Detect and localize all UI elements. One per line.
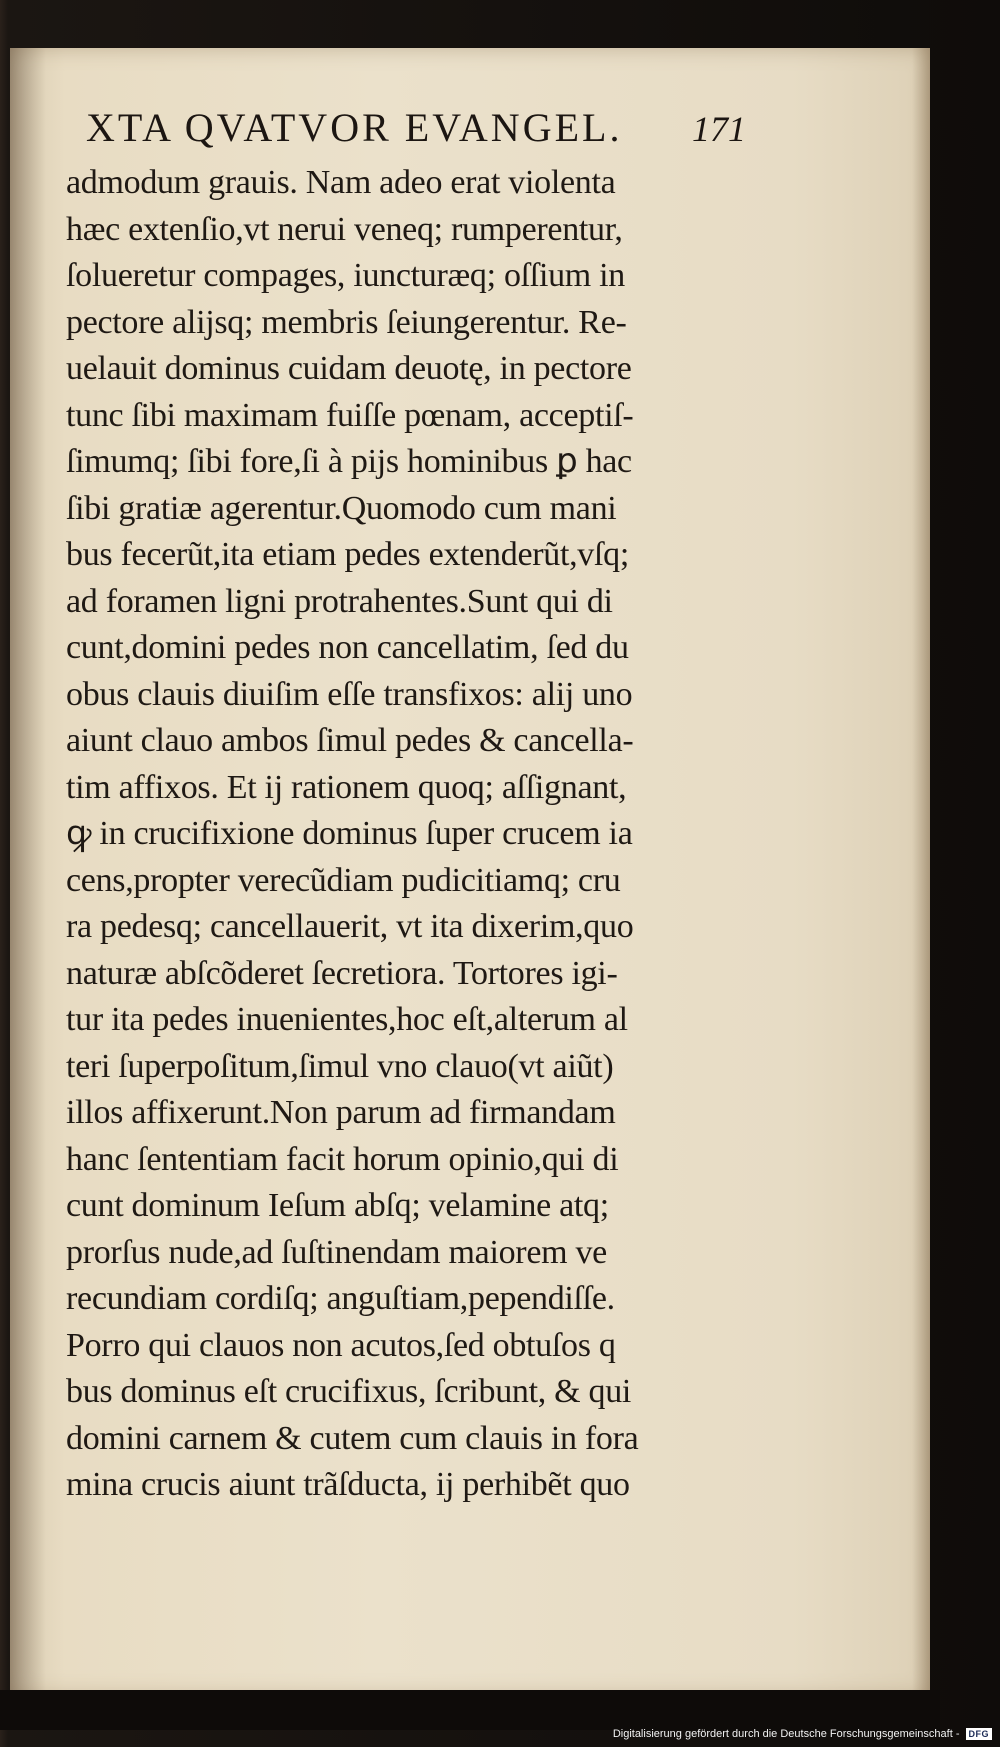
text-line: pectore alijsq; membris ſeiungerentur. Re- — [66, 303, 627, 341]
text-line: hæc extenſio,vt nerui veneq; rumperentur, — [66, 210, 623, 248]
page-number: 171 — [692, 109, 746, 149]
text-line: uelauit dominus cuidam deuotę, in pectore — [66, 350, 632, 387]
text-line: naturæ abſcõderet ſecretiora. Tortores igi- — [66, 954, 618, 992]
body-text — [66, 160, 766, 1509]
text-line: prorſus nude,ad ſuſtinendam maiorem ve — [66, 1233, 607, 1271]
text-line: domini carnem & cutem cum clauis in fora — [66, 1419, 639, 1457]
text-line: recundiam cordiſq; anguſtiam,pependiſſe. — [66, 1280, 615, 1317]
text-line: ſimumq; ſibi fore,ſi à pijs hominibus ꝑ hac — [66, 443, 632, 480]
text-line: tunc ſibi maximam fuiſſe pœnam, acceptiſ- — [66, 396, 634, 434]
text-line: cunt,domini pedes non cancellatim, ſed du — [66, 629, 629, 666]
text-line: bus fecerũt,ita etiam pedes extenderũt,vſq; — [66, 536, 629, 573]
running-header — [86, 104, 746, 156]
text-line: cunt dominum Ieſum abſq; velamine atq; — [66, 1187, 609, 1224]
text-line: cens,propter verecũdiam pudicitiamq; cru — [66, 861, 621, 899]
text-line: ſolueretur compages, iuncturæq; oſſium in — [66, 257, 625, 294]
text-line: tim affixos. Et ij rationem quoq; aſſignant, — [66, 768, 627, 806]
dfg-logo: DFG — [966, 1728, 993, 1740]
text-line: bus dominus eſt crucifixus, ſcribunt, & qui — [66, 1373, 632, 1410]
text-line: ad foramen ligni protrahentes.Sunt qui di — [66, 582, 613, 620]
credit-text: Digitalisierung gefördert durch die Deutsche Forschungsgemeinschaft - — [612, 1728, 960, 1740]
text-line: tur ita pedes inuenientes,hoc eſt,alterum al — [66, 1001, 628, 1038]
text-line: ꝙ in crucifixione dominus ſuper crucem ia — [66, 815, 633, 852]
text-line: aiunt clauo ambos ſimul pedes & cancella- — [66, 722, 634, 759]
text-line: ra pedesq; cancellauerit, vt ita dixerim,quo — [66, 908, 634, 945]
gutter-shadow — [10, 48, 46, 1696]
text-line: mina crucis aiunt trãſducta, ij perhibẽt quo — [66, 1466, 630, 1503]
text-line: ſibi gratiæ agerentur.Quomodo cum mani — [66, 489, 617, 527]
text-line: admodum grauis. Nam adeo erat violenta — [66, 164, 616, 201]
text-line: hanc ſententiam facit horum opinio,qui di — [66, 1140, 619, 1178]
digitization-credit — [613, 1724, 992, 1744]
text-line: illos affixerunt.Non parum ad firmandam — [66, 1094, 616, 1131]
text-line: obus clauis diuiſim eſſe transfixos: alij uno — [66, 675, 633, 713]
text-line: Porro qui clauos non acutos,ſed obtuſos q — [66, 1326, 616, 1364]
page-edge — [912, 48, 930, 1696]
text-line: teri ſuperpoſitum,ſimul vno clauo(vt aiũt) — [66, 1047, 614, 1085]
running-title: XTA QVATVOR EVANGEL. — [86, 105, 623, 150]
